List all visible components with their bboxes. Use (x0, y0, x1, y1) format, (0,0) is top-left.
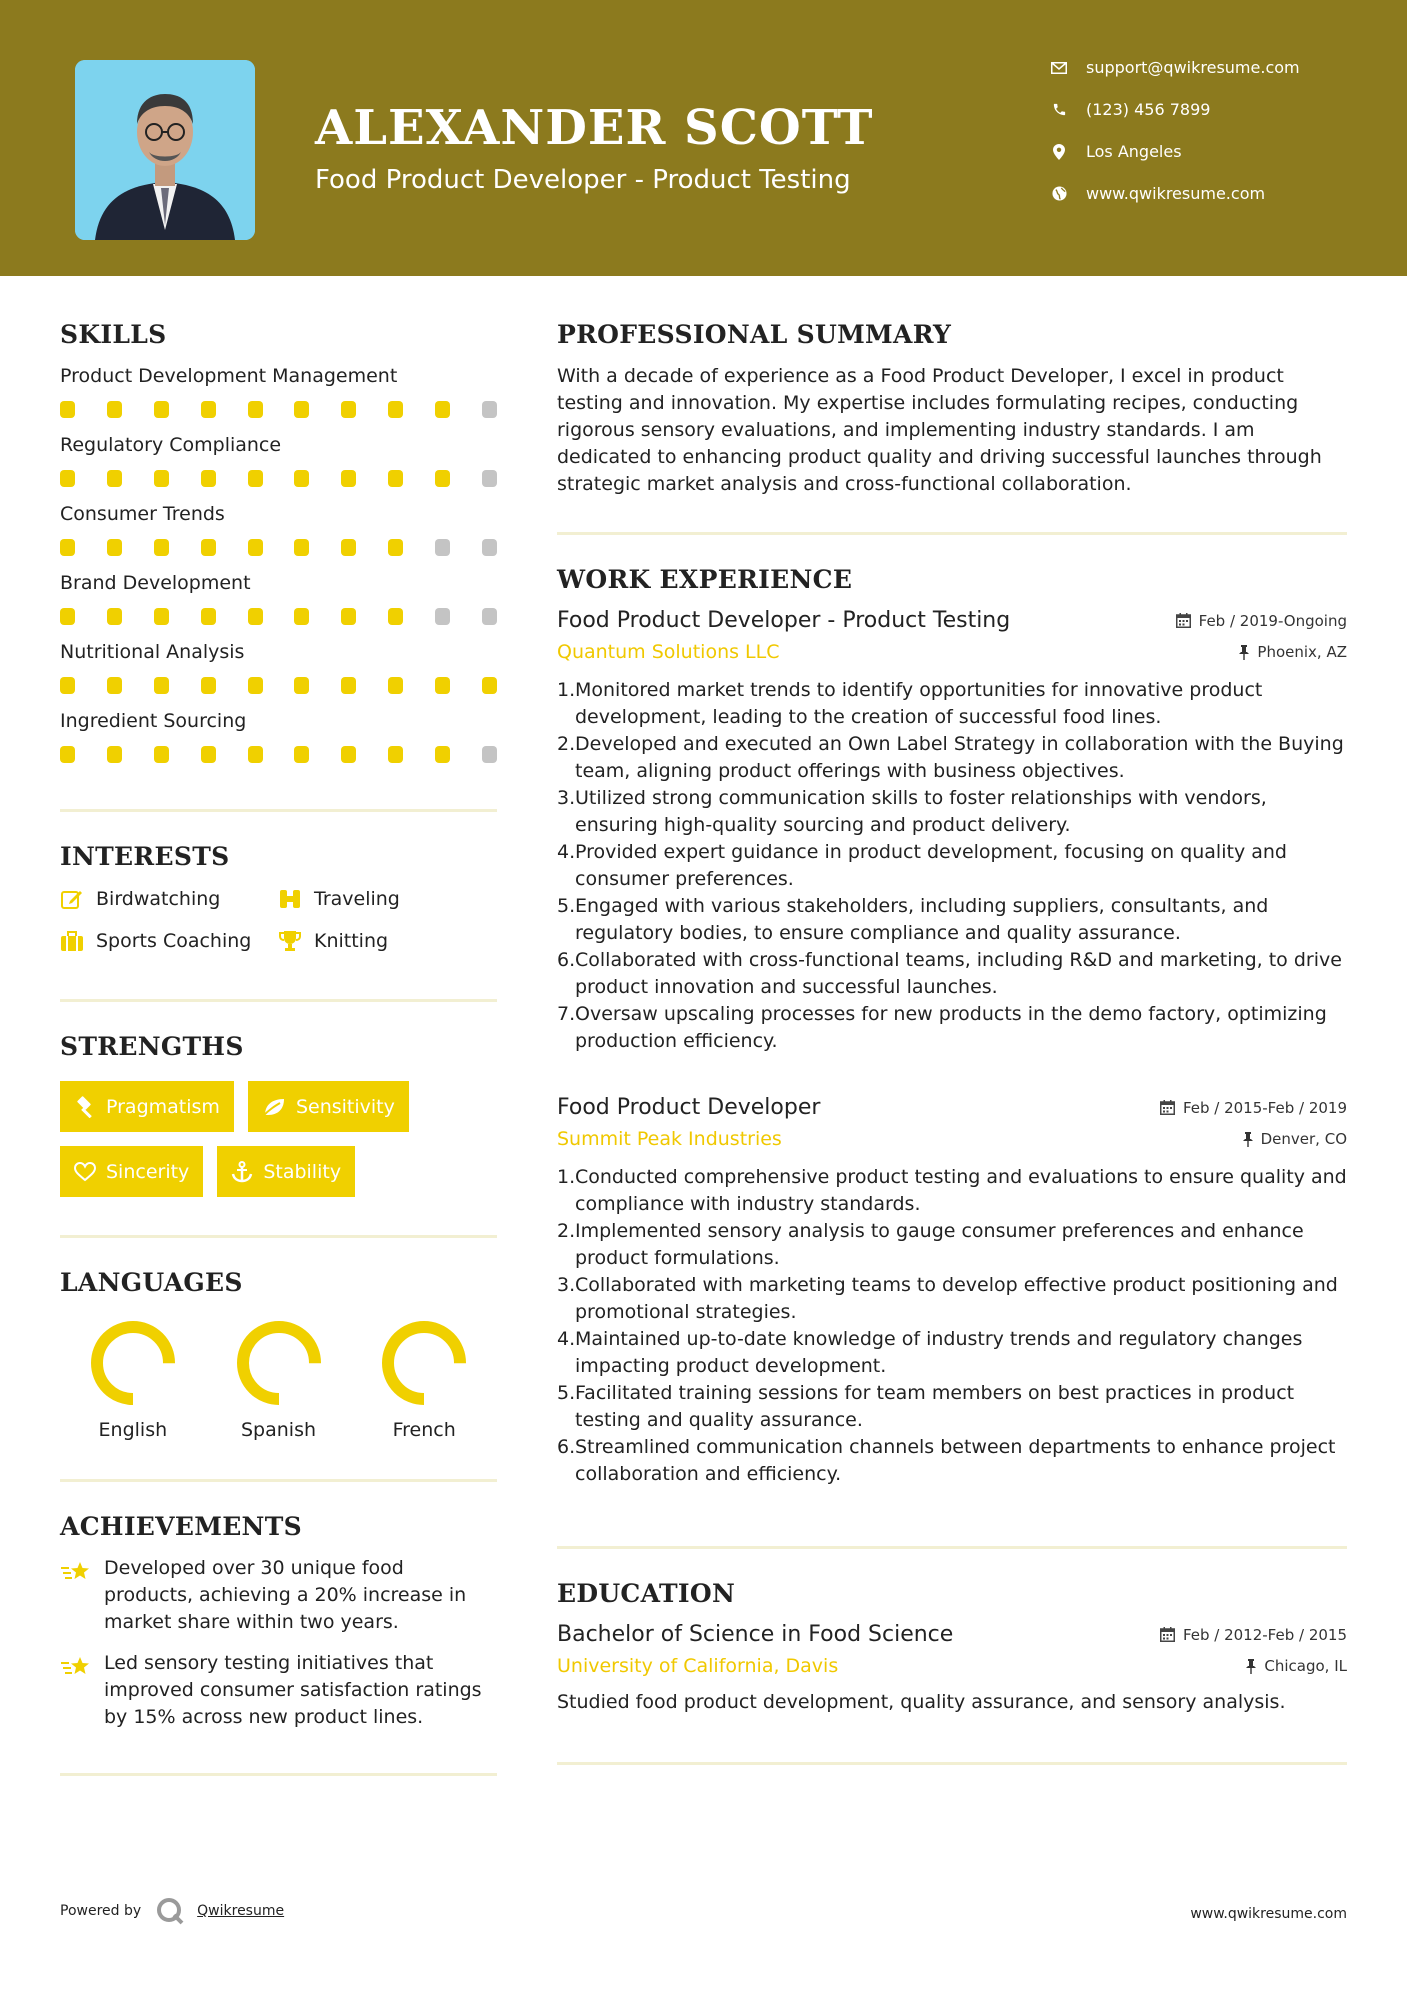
rating-dot-filled (201, 746, 216, 763)
rating-dot-filled (154, 677, 169, 694)
rating-dot-filled (107, 401, 122, 418)
languages-list (60, 1317, 497, 1441)
rating-dot-filled (341, 608, 356, 625)
rating-dot-filled (341, 746, 356, 763)
rating-dot-filled (341, 677, 356, 694)
skill-rating (60, 470, 497, 487)
job-location (1239, 643, 1347, 661)
map-pin-icon (1050, 143, 1068, 161)
company-name: Quantum Solutions LLC (557, 641, 780, 663)
education-heading: EDUCATION (557, 1579, 736, 1608)
leaf-icon (262, 1097, 286, 1117)
strength-label: Pragmatism (106, 1095, 220, 1118)
skill-label: Brand Development (60, 572, 251, 594)
rating-dot-filled (154, 470, 169, 487)
divider (557, 1546, 1347, 1549)
rating-dot-filled (107, 470, 122, 487)
rating-dot-filled (388, 608, 403, 625)
rating-dot-filled (154, 608, 169, 625)
rating-dot-filled (60, 401, 75, 418)
contact-location-text: Los Angeles (1086, 142, 1182, 161)
strength-badge (248, 1081, 409, 1132)
education-location (1246, 1657, 1347, 1675)
degree-title: Bachelor of Science in Food Science (557, 1622, 954, 1647)
candidate-role: Food Product Developer - Product Testing (315, 165, 851, 195)
interest-label: Sports Coaching (96, 930, 252, 952)
skill-label: Nutritional Analysis (60, 641, 245, 663)
shooting-star-icon (60, 1650, 94, 1731)
rating-dot-filled (294, 608, 309, 625)
rating-dot-filled (294, 401, 309, 418)
rating-dot-filled (248, 401, 263, 418)
language-ring (87, 1317, 179, 1409)
strengths-heading: STRENGTHS (60, 1032, 244, 1061)
rating-dot-filled (294, 746, 309, 763)
experience-heading: WORK EXPERIENCE (557, 565, 853, 594)
contact-website-text: www.qwikresume.com (1086, 184, 1266, 203)
languages-heading: LANGUAGES (60, 1268, 243, 1297)
skill-rating (60, 677, 497, 694)
rating-dot-filled (60, 470, 75, 487)
contact-phone-text: (123) 456 7899 (1086, 100, 1211, 119)
phone-icon (1050, 101, 1068, 119)
language-label: English (98, 1419, 168, 1441)
gavel-icon (74, 1096, 96, 1118)
responsibility-item: Collaborated with marketing teams to develop effective product positioning and promotional strategies. (575, 1274, 1338, 1323)
skills-list (60, 363, 497, 763)
achievement-item (60, 1650, 497, 1731)
school-name: University of California, Davis (557, 1655, 839, 1677)
qwikresume-link[interactable]: Qwikresume (197, 1903, 285, 1919)
rating-dot-filled (341, 470, 356, 487)
rating-dot-filled (388, 539, 403, 556)
trophy-icon (278, 929, 302, 953)
interest-label: Birdwatching (96, 888, 221, 910)
rating-dot-filled (435, 677, 450, 694)
pushpin-icon (1239, 645, 1249, 660)
binoculars-icon (278, 887, 302, 911)
rating-dot-filled (107, 677, 122, 694)
interest-item (60, 887, 278, 911)
skill-rating (60, 608, 497, 625)
language-level-arc (97, 1327, 169, 1399)
divider (60, 999, 497, 1002)
calendar-icon (1176, 613, 1191, 628)
job-title-row (557, 1095, 1347, 1120)
calendar-icon (1160, 1100, 1175, 1115)
skill-label: Ingredient Sourcing (60, 710, 247, 732)
rating-dot-filled (107, 608, 122, 625)
rating-dot-empty (482, 746, 497, 763)
rating-dot-filled (154, 539, 169, 556)
interest-label: Knitting (314, 930, 389, 952)
rating-dot-filled (154, 746, 169, 763)
responsibility-item: Implemented sensory analysis to gauge consumer preferences and enhance product formulations. (575, 1220, 1304, 1269)
profile-photo (75, 60, 255, 240)
rating-dot-empty (482, 539, 497, 556)
rating-dot-filled (482, 677, 497, 694)
rating-dot-filled (60, 746, 75, 763)
job-title: Food Product Developer - Product Testing (557, 608, 1011, 633)
rating-dot-filled (201, 539, 216, 556)
language-item (206, 1317, 352, 1441)
skill-item (60, 501, 497, 556)
rating-dot-filled (388, 746, 403, 763)
rating-dot-filled (435, 470, 450, 487)
rating-dot-filled (248, 608, 263, 625)
responsibility-item: Engaged with various stakeholders, including suppliers, consultants, and regulatory bodies, to ensure compliance and quality assurance. (575, 895, 1269, 944)
envelope-icon (1050, 59, 1068, 77)
strength-badge (60, 1146, 203, 1197)
skill-item (60, 570, 497, 625)
rating-dot-filled (201, 677, 216, 694)
language-item (351, 1317, 497, 1441)
responsibility-item: Collaborated with cross-functional teams, including R&D and marketing, to drive product innovation and successful launches. (575, 949, 1342, 998)
rating-dot-empty (435, 539, 450, 556)
rating-dot-filled (341, 401, 356, 418)
pencil-square-icon (60, 887, 84, 911)
rating-dot-empty (482, 470, 497, 487)
rating-dot-filled (248, 677, 263, 694)
rating-dot-empty (435, 608, 450, 625)
rating-dot-filled (294, 470, 309, 487)
job-date-text: Feb / 2019-Ongoing (1198, 611, 1347, 630)
interests-list (60, 887, 497, 953)
skill-rating (60, 539, 497, 556)
candidate-name: ALEXANDER SCOTT (315, 100, 874, 156)
job-responsibilities (557, 677, 1347, 1055)
responsibility-item: Facilitated training sessions for team members on best practices in product testing and quality assurance. (575, 1382, 1295, 1431)
summary-text: With a decade of experience as a Food Product Developer, I excel in product testing and innovation. My expertise includes formulating recipes, conducting rigorous sensory evaluations, and implementing industry standards. I am dedicated to enhancing product quality and driving successful launches through strategic market analysis and cross-functional collaboration. (557, 365, 1322, 495)
skill-rating (60, 401, 497, 418)
strength-badge (217, 1146, 355, 1197)
rating-dot-filled (388, 470, 403, 487)
rating-dot-filled (435, 746, 450, 763)
interests-heading: INTERESTS (60, 842, 230, 871)
rating-dot-filled (60, 539, 75, 556)
skills-heading: SKILLS (60, 320, 167, 349)
achievements-heading: ACHIEVEMENTS (60, 1512, 302, 1541)
strength-label: Stability (263, 1160, 342, 1183)
strength-label: Sincerity (106, 1160, 190, 1183)
left-column (60, 320, 497, 1776)
job-date (1160, 1099, 1347, 1117)
footer-powered-by (60, 1896, 284, 1926)
rating-dot-filled (294, 539, 309, 556)
rating-dot-filled (60, 608, 75, 625)
rating-dot-filled (154, 401, 169, 418)
education-location-text: Chicago, IL (1264, 1657, 1347, 1675)
interest-item (60, 929, 278, 953)
divider (557, 1762, 1347, 1765)
achievement-text: Developed over 30 unique food products, achieving a 20% increase in market share within two years. (104, 1557, 467, 1633)
responsibility-item: Streamlined communication channels between departments to enhance project collaboration and efficiency. (575, 1436, 1336, 1485)
language-label: French (392, 1419, 456, 1441)
responsibility-item: Provided expert guidance in product development, focusing on quality and consumer preferences. (575, 841, 1287, 890)
language-label: Spanish (240, 1419, 317, 1441)
contact-phone[interactable] (1050, 100, 1210, 119)
job-date (1176, 612, 1347, 630)
job-title: Food Product Developer (557, 1095, 821, 1120)
rating-dot-filled (388, 677, 403, 694)
contact-location (1050, 142, 1182, 161)
contact-website[interactable] (1050, 184, 1265, 203)
heart-icon (74, 1162, 96, 1182)
skill-label: Product Development Management (60, 365, 398, 387)
job-entry (557, 1095, 1347, 1488)
interest-item (278, 887, 478, 911)
shooting-star-icon (60, 1555, 94, 1636)
globe-icon (1050, 185, 1068, 203)
rating-dot-filled (248, 470, 263, 487)
job-location (1243, 1130, 1347, 1148)
language-ring (233, 1317, 325, 1409)
rating-dot-filled (201, 470, 216, 487)
responsibility-item: Monitored market trends to identify opportunities for innovative product development, leading to the creation of successful food lines. (575, 679, 1263, 728)
rating-dot-filled (294, 677, 309, 694)
strength-label: Sensitivity (295, 1095, 395, 1118)
contact-email[interactable] (1050, 58, 1300, 77)
footer-website[interactable]: www.qwikresume.com (1190, 1906, 1347, 1922)
skill-item (60, 639, 497, 694)
qwikresume-logo-icon (155, 1896, 185, 1926)
education-school-row (557, 1655, 1347, 1677)
divider (60, 1235, 497, 1238)
summary-heading: PROFESSIONAL SUMMARY (557, 320, 952, 349)
job-location-text: Phoenix, AZ (1257, 643, 1347, 661)
header (0, 0, 1407, 276)
rating-dot-filled (248, 746, 263, 763)
education-date-text: Feb / 2012-Feb / 2015 (1182, 1625, 1347, 1644)
language-level-arc (243, 1327, 315, 1399)
divider (60, 809, 497, 812)
responsibility-item: Maintained up-to-date knowledge of industry trends and regulatory changes impacting product development. (575, 1328, 1303, 1377)
calendar-icon (1160, 1627, 1175, 1642)
rating-dot-filled (388, 401, 403, 418)
rating-dot-empty (482, 608, 497, 625)
contact-email-text: support@qwikresume.com (1086, 58, 1300, 77)
education-date (1160, 1626, 1347, 1644)
rating-dot-filled (107, 746, 122, 763)
responsibility-item: Developed and executed an Own Label Strategy in collaboration with the Buying team, aligning product offerings with business objectives. (575, 733, 1344, 782)
responsibility-item: Oversaw upscaling processes for new products in the demo factory, optimizing production efficiency. (575, 1003, 1327, 1052)
responsibility-item: Conducted comprehensive product testing and evaluations to ensure quality and compliance with industry standards. (575, 1166, 1347, 1215)
achievement-text: Led sensory testing initiatives that improved consumer satisfaction ratings by 15% across new product lines. (104, 1652, 482, 1728)
language-level-arc (388, 1327, 460, 1399)
skill-item (60, 432, 497, 487)
job-location-text: Denver, CO (1260, 1130, 1347, 1148)
education-title-row (557, 1622, 1347, 1647)
job-responsibilities (557, 1164, 1347, 1488)
rating-dot-filled (60, 677, 75, 694)
rating-dot-filled (107, 539, 122, 556)
language-ring (378, 1317, 470, 1409)
powered-by-text: Powered by (60, 1903, 142, 1919)
divider (557, 532, 1347, 535)
job-entry (557, 608, 1347, 1055)
job-company-row (557, 1128, 1347, 1150)
language-item (60, 1317, 206, 1441)
skill-label: Regulatory Compliance (60, 434, 282, 456)
strength-badge (60, 1081, 234, 1132)
skill-label: Consumer Trends (60, 503, 225, 525)
skill-rating (60, 746, 497, 763)
skill-item (60, 363, 497, 418)
education-description: Studied food product development, quality assurance, and sensory analysis. (557, 1691, 1286, 1713)
divider (60, 1773, 497, 1776)
job-company-row (557, 641, 1347, 663)
rating-dot-filled (248, 539, 263, 556)
interest-label: Traveling (314, 888, 400, 910)
rating-dot-filled (201, 401, 216, 418)
jobs-list (557, 608, 1347, 1488)
rating-dot-empty (482, 401, 497, 418)
pushpin-icon (1246, 1659, 1256, 1674)
interest-item (278, 929, 478, 953)
rating-dot-filled (201, 608, 216, 625)
anchor-icon (231, 1161, 253, 1183)
suitcase-icon (60, 929, 84, 953)
rating-dot-filled (341, 539, 356, 556)
person-portrait-icon (75, 60, 255, 240)
right-column (557, 320, 1347, 1765)
rating-dot-filled (435, 401, 450, 418)
responsibility-item: Utilized strong communication skills to foster relationships with vendors, ensuring high-quality sourcing and product delivery. (575, 787, 1267, 836)
pushpin-icon (1243, 1132, 1253, 1147)
skill-item (60, 708, 497, 763)
job-title-row (557, 608, 1347, 633)
divider (60, 1479, 497, 1482)
achievement-item (60, 1555, 497, 1636)
company-name: Summit Peak Industries (557, 1128, 782, 1150)
strengths-list (60, 1081, 497, 1197)
job-date-text: Feb / 2015-Feb / 2019 (1182, 1098, 1347, 1117)
